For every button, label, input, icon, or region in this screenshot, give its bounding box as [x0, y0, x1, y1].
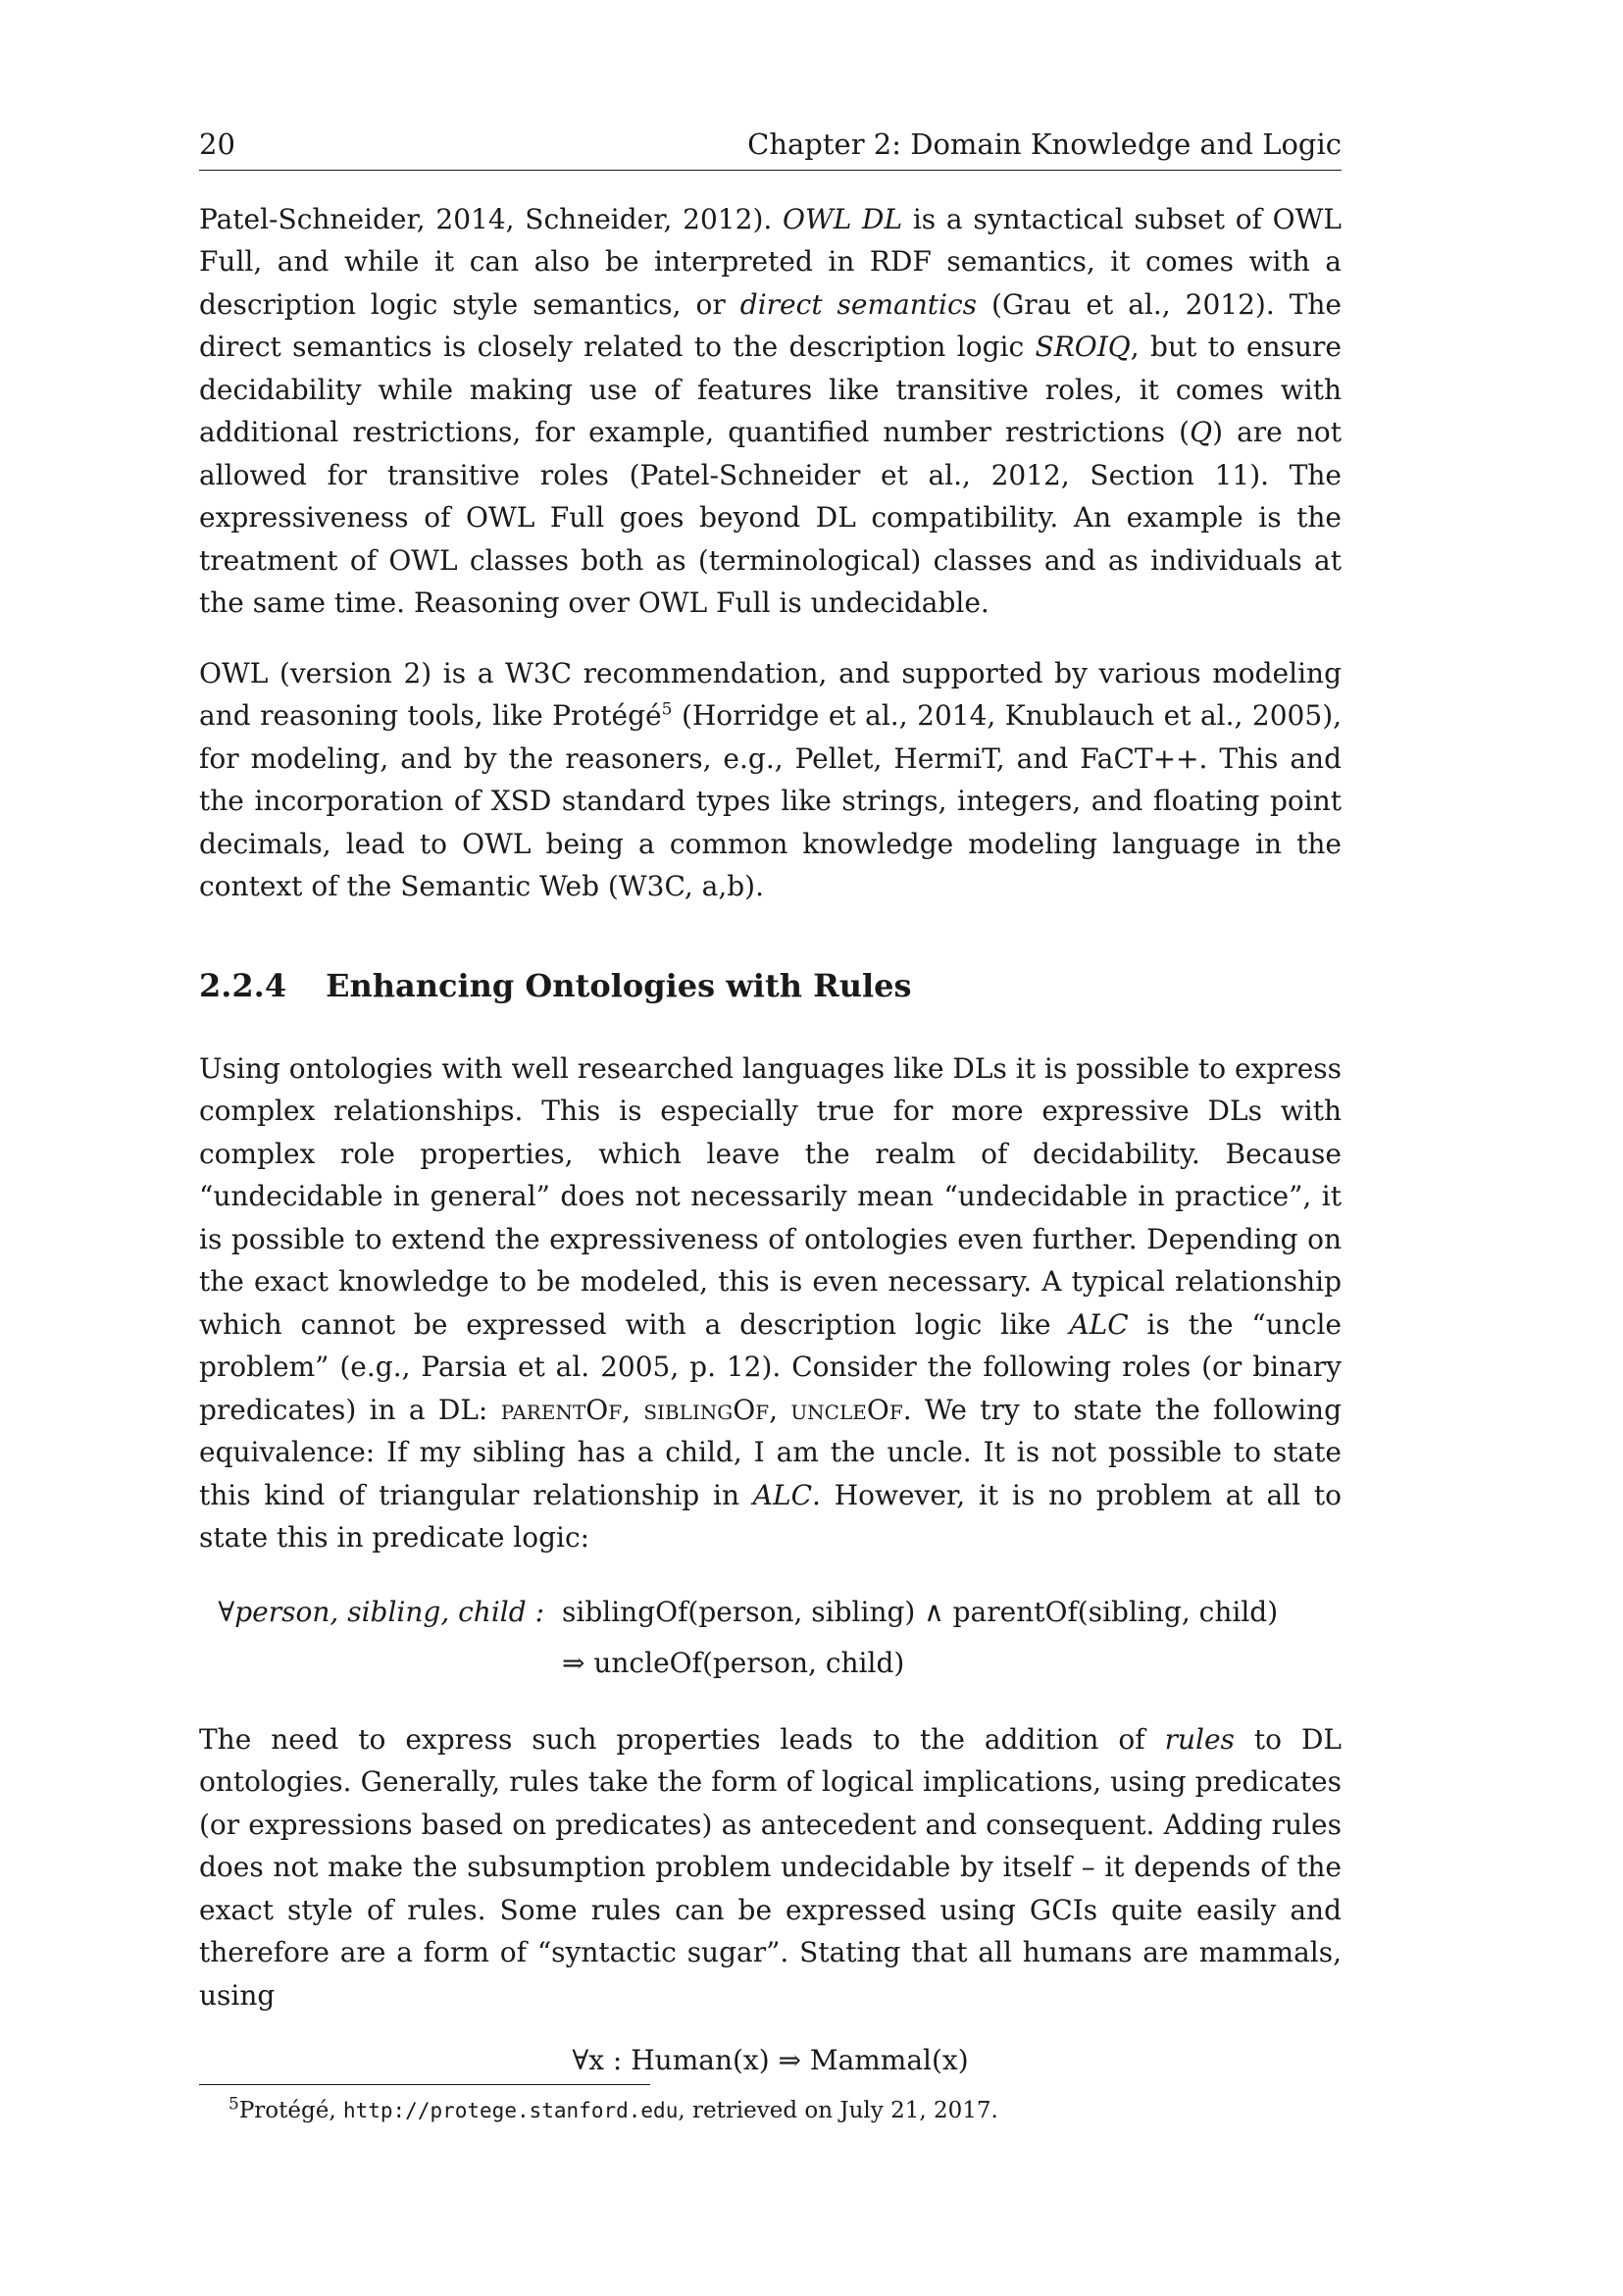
- text-span: , but to ensure decidability while making use of features like transitive roles, it comes with additional restrictions, for example, quantified number restrictions (: [199, 331, 1342, 449]
- text-span: to DL ontologies. Generally, rules take the form of logical implications, using predicates (or expressions based on predicates) as antecedent and consequent. Adding rules does not make the subsumption problem undecidable by itself – it depends of the exact style of rules. Some rules can be expressed using GCIs quite easily and therefore are a form of “syntactic sugar”. Stating that all humans are mammals, using: [199, 1722, 1342, 2012]
- term-rules: rules: [1164, 1722, 1235, 1756]
- footnote-mark: 5: [228, 2094, 239, 2115]
- term-owl-dl: OWL DL: [783, 202, 903, 235]
- text-span: . However, it is no problem at all to state this in predicate logic:: [199, 1478, 1342, 1555]
- formula-antecedent: siblingOf(person, sibling) ∧ parentOf(sibling, child): [562, 1595, 1279, 1628]
- term-direct-semantics: direct semantics: [739, 287, 978, 321]
- text-span: (Grau et al., 2012). The direct semantics is closely related to the description logic: [199, 287, 1342, 364]
- logic-sroiq: SROIQ: [1035, 331, 1131, 364]
- text-span: OWL (version 2) is a W3C recommendation, and supported by various modeling and reasoning tools, like Protégé: [199, 656, 1342, 733]
- page-number: 20: [199, 128, 235, 161]
- section-title: Enhancing Ontologies with Rules: [326, 966, 912, 1004]
- footnote-url[interactable]: http://protege.stanford.edu: [342, 2099, 679, 2123]
- logic-alc: ALC: [752, 1478, 813, 1511]
- formula-human-mammal: ∀x : Human(x) ⇒ Mammal(x): [572, 2044, 969, 2077]
- paragraph: [199, 198, 1342, 625]
- formula-uncle: [199, 1587, 1342, 1689]
- role-names: parentOf, siblingOf, uncleOf: [500, 1393, 903, 1426]
- text-span: ) are not allowed for transitive roles (Patel-Schneider et al., 2012, Section 11). The expressiveness of OWL Full goes beyond DL compatibility. An example is the treatment of OWL classes both as (terminological) classes and as individuals at the same time. Reasoning over OWL Full is undecidable.: [199, 416, 1342, 620]
- section-heading: [199, 967, 1342, 1004]
- logic-alc: ALC: [1069, 1307, 1129, 1341]
- footnote-rule: [199, 2084, 650, 2085]
- footnote: [199, 2095, 1342, 2126]
- text-span: Using ontologies with well researched languages like DLs it is possible to express complex relationships. This is especially true for more expressive DLs with complex role properties, which leave the realm of decidability. Because “undecidable in general” does not necessarily mean “undecidable in practice”, it is possible to extend the expressiveness of ontologies even further. Depending on the exact knowledge to be modeled, this is even necessary. A typical relationship which cannot be expressed with a description logic like: [199, 1051, 1342, 1341]
- paragraph: [199, 652, 1342, 908]
- footnote-text: Protégé,: [238, 2098, 336, 2124]
- footnote-ref[interactable]: 5: [661, 699, 673, 720]
- paragraph: [199, 1047, 1342, 1559]
- text-span: Patel-Schneider, 2014, Schneider, 2012).: [199, 202, 773, 235]
- section-number: 2.2.4: [199, 966, 287, 1004]
- formula-quantifier: ∀person, sibling, child :: [218, 1595, 544, 1628]
- paragraph: [199, 1718, 1342, 2017]
- text-span: is a syntactical subset of OWL Full, and while it can also be interpreted in RDF semantics, it comes with a description logic style semantics, or: [199, 202, 1342, 321]
- text-span: (Horridge et al., 2014, Knublauch et al., 2005), for modeling, and by the reasoners, e.g., Pellet, HermiT, and FaCT++. This and the incorporation of XSD standard types like strings, integers, and floating point decimals, lead to OWL being a common knowledge modeling language in the context of the Semantic Web (W3C, a,b).: [199, 699, 1343, 903]
- text-span: is the “uncle problem” (e.g., Parsia et al. 2005, p. 12). Consider the following roles (or binary predicates) in a DL:: [199, 1307, 1343, 1426]
- text-span: . We try to state the following equivalence: If my sibling has a child, I am the uncle. It is not possible to state this kind of triangular relationship in: [199, 1393, 1343, 1511]
- text-span: The need to express such properties leads to the addition of: [199, 1722, 1145, 1756]
- formula-consequent: ⇒ uncleOf(person, child): [562, 1646, 905, 1679]
- formula-spacer: [199, 1638, 562, 1689]
- page: [199, 128, 1342, 2126]
- running-head: [199, 128, 1342, 171]
- logic-q: Q: [1190, 416, 1213, 449]
- chapter-title: Chapter 2: Domain Knowledge and Logic: [747, 128, 1342, 161]
- footnote-text: , retrieved on July 21, 2017.: [678, 2098, 998, 2124]
